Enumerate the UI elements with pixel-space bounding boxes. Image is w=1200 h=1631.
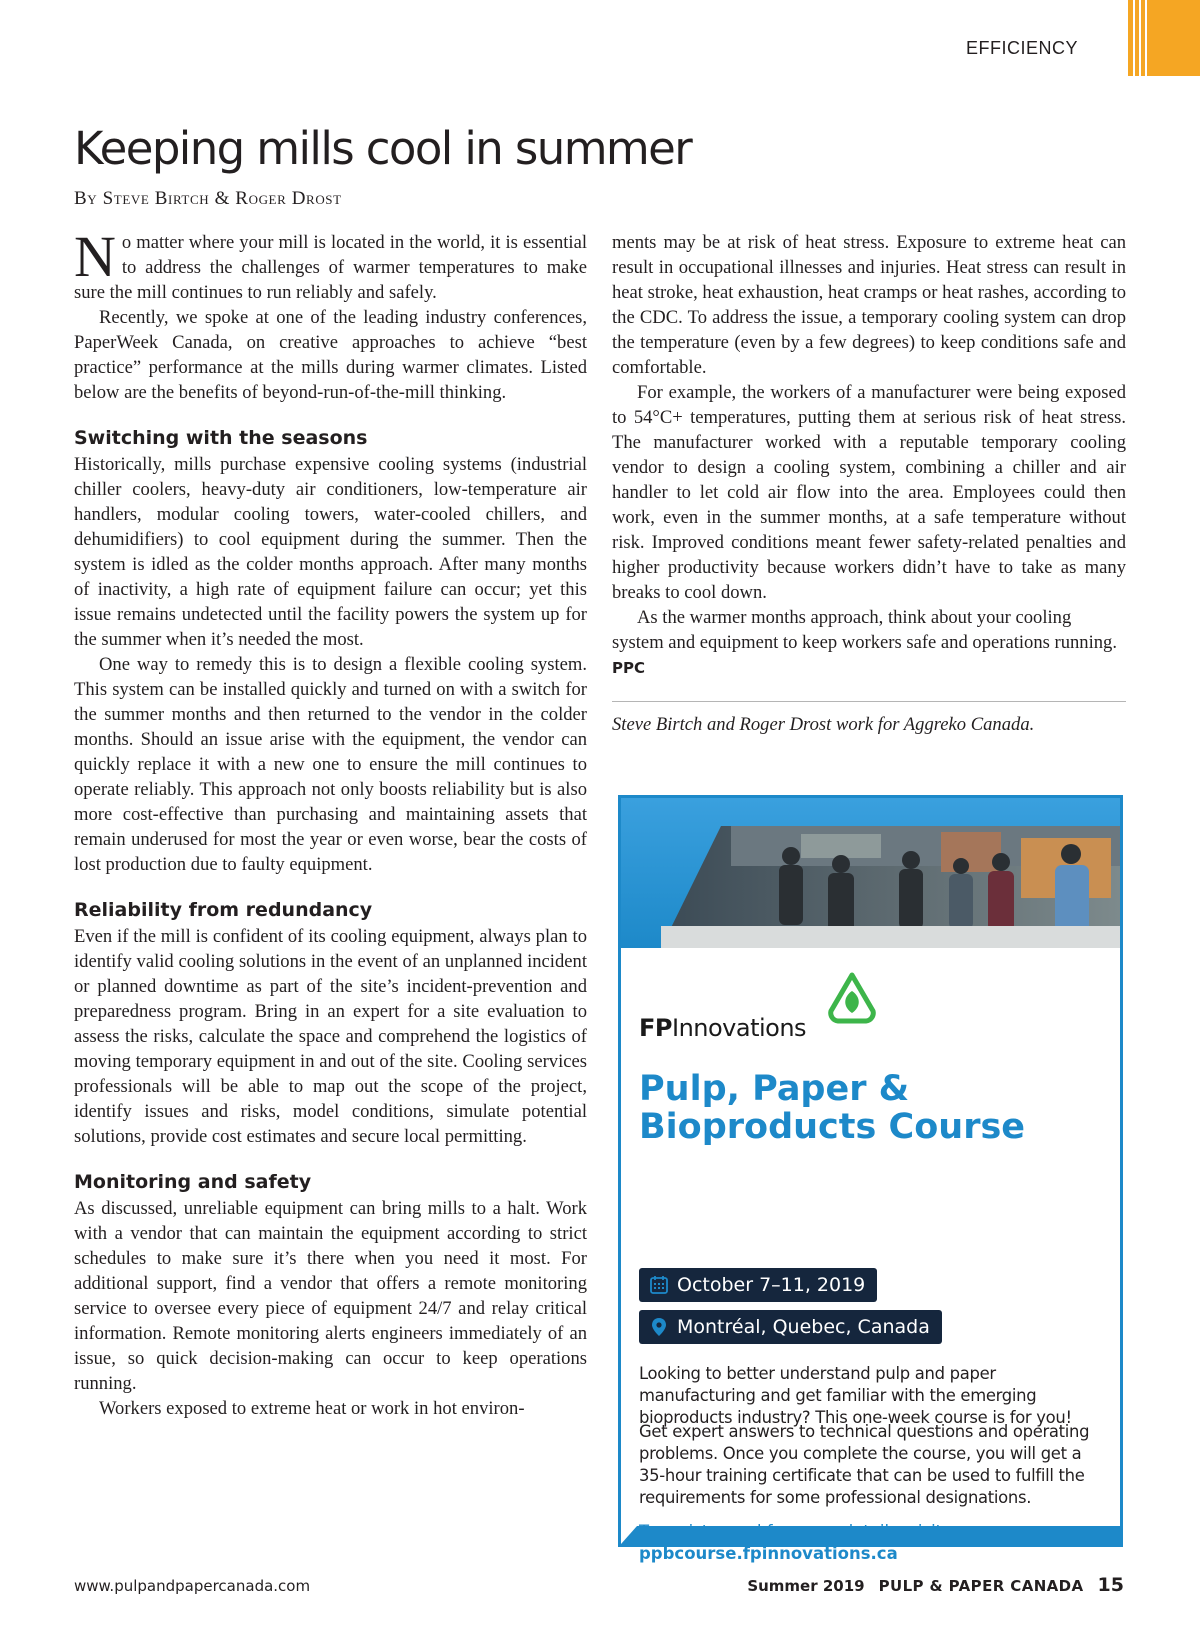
footer-folio bbox=[747, 1574, 1124, 1596]
closing-text: As the warmer months approach, think about your cooling system and equipment to keep workers safe and operations running. bbox=[612, 607, 1118, 653]
body-paragraph: For example, the workers of a manufacturer were being exposed to 54°C+ temperatures, putting them at serious risk of heat stress. The manufacturer worked with a reputable temporary cooling vendor to design a cooling system, combining a chiller and air handler to let cold air flow into the area. Employees could then work, even in the summer months, at a safe temperature without risk. Improved conditions meant fewer safety-related penalties and higher productivity because workers didn’t have to take as many breaks to cool down. bbox=[612, 382, 1126, 603]
fpinnovations-logo bbox=[639, 998, 879, 1053]
end-mark: PPC bbox=[612, 659, 645, 677]
article-byline: By Steve Birtch & Roger Drost bbox=[74, 188, 342, 209]
course-location-badge bbox=[639, 1310, 942, 1344]
article-column-right bbox=[612, 230, 1126, 737]
intro-text: o matter where your mill is located in the world, it is essential to address the challenges of warmer temperatures to make sure the mill continues to run reliably and safely. bbox=[74, 232, 587, 303]
course-title: Pulp, Paper & Bioproducts Course bbox=[639, 1069, 1026, 1147]
ad-description: Looking to better understand pulp and paper manufacturing and get familiar with the emerging bioproducts industry? This one-week course is for you! bbox=[639, 1364, 1072, 1427]
footer-magazine: PULP & PAPER CANADA bbox=[878, 1577, 1084, 1595]
workshop-photo bbox=[621, 798, 1120, 948]
location-pin-icon bbox=[649, 1317, 669, 1337]
body-paragraph: ments may be at risk of heat stress. Exposure to extreme heat can result in occupational illnesses and injuries. Heat stress can result in heat stroke, heat exhaustion, heat cramps or heat rashes, according to the CDC. To address the issue, a temporary cooling system can drop the temperature (even by a few degrees) to keep conditions safe and comfortable. bbox=[612, 232, 1126, 378]
ad-footer-bar bbox=[621, 1526, 1120, 1544]
course-advertisement[interactable] bbox=[618, 795, 1123, 1563]
body-paragraph: Workers exposed to extreme heat or work in hot environ- bbox=[99, 1398, 525, 1419]
drop-cap: N bbox=[74, 224, 116, 289]
article-title: Keeping mills cool in summer bbox=[74, 122, 692, 175]
body-paragraph: Historically, mills purchase expensive cooling systems (industrial chiller coolers, heavy-duty air conditioners, low-temperature air handlers, modular cooling towers, water-cooled chillers, and dehumidifiers) to cool equipment during the summer. Then the system is idled as the colder months approach. After many months of inactivity, a high rate of equipment failure can occur; yet this issue remains undetected until the facility powers the system up for the summer when it’s needed the most. bbox=[74, 454, 587, 650]
author-bio: Steve Birtch and Roger Drost work for Aggreko Canada. bbox=[612, 714, 1035, 735]
logo-wordmark: FPInnovations bbox=[639, 1014, 807, 1042]
ad-description-2: Get expert answers to technical questions and operating problems. Once you complete the course, you will get a 35-hour training certificate that can be used to fulfill the requirements for some professional designations. bbox=[639, 1422, 1090, 1507]
body-paragraph: Even if the mill is confident of its cooling equipment, always plan to identify valid cooling solutions in the event of an unplanned incident or planned downtime as part of the site’s incident-prevention and preparedness program. Bring in an expert for a site evaluation to assess the risks, calculate the space and comprehend the logistics of moving temporary equipment in and out of the site. Cooling services professionals will be able to map out the scope of the project, identify issues and risks, model conditions, simulate potential solutions, provide cost estimates and secure local permitting. bbox=[74, 926, 587, 1147]
body-paragraph: As discussed, unreliable equipment can bring mills to a halt. Work with a vendor that can maintain the equipment according to strict schedules to make sure it’s there when you need it most. For additional support, find a vendor that offers a remote monitoring service to oversee every piece of equipment 24/7 and relay critical information. Remote monitoring alerts engineers immediately of an issue, so quick decision-making can occur to keep operations running. bbox=[74, 1198, 587, 1394]
body-paragraph: One way to remedy this is to design a flexible cooling system. This system can be installed quickly and turned on with a switch for the summer months and then returned to the vendor in the colder months. Should an issue arise with the equipment, the vendor can quickly replace it with a new one to ensure the mill continues to operate reliably. This approach not only boosts reliability but is also more cost-effective than purchasing and maintaining assets that remain underused for most the year or even worse, bear the costs of lost production due to faulty equipment. bbox=[74, 654, 587, 875]
section-tab-accent bbox=[1128, 0, 1200, 76]
course-url-link[interactable]: ppbcourse.fpinnovations.ca bbox=[639, 1544, 898, 1563]
closing-paragraph bbox=[612, 605, 1126, 681]
subhead-reliability: Reliability from redundancy bbox=[74, 899, 373, 921]
page-number: 15 bbox=[1097, 1574, 1124, 1596]
subhead-monitoring: Monitoring and safety bbox=[74, 1171, 312, 1193]
footer-issue: Summer 2019 bbox=[747, 1577, 865, 1595]
leaf-logo-icon bbox=[825, 971, 879, 1025]
section-label: EFFICIENCY bbox=[965, 38, 1078, 58]
intro-paragraph bbox=[74, 224, 587, 305]
subhead-switching: Switching with the seasons bbox=[74, 427, 368, 449]
footer-website: www.pulpandpapercanada.com bbox=[74, 1577, 311, 1595]
calendar-icon bbox=[649, 1275, 669, 1295]
divider bbox=[612, 701, 1126, 702]
intro-paragraph-2: Recently, we spoke at one of the leading industry conferences, PaperWeek Canada, on creative approaches to achieve “best practice” performance at the mills during warmer climates. Listed below are the benefits of beyond-run-of-the-mill thinking. bbox=[74, 307, 587, 403]
course-location: Montréal, Quebec, Canada bbox=[677, 1316, 930, 1338]
course-date-badge bbox=[639, 1268, 877, 1302]
article-column-left bbox=[74, 224, 587, 1421]
course-date: October 7–11, 2019 bbox=[677, 1274, 866, 1296]
